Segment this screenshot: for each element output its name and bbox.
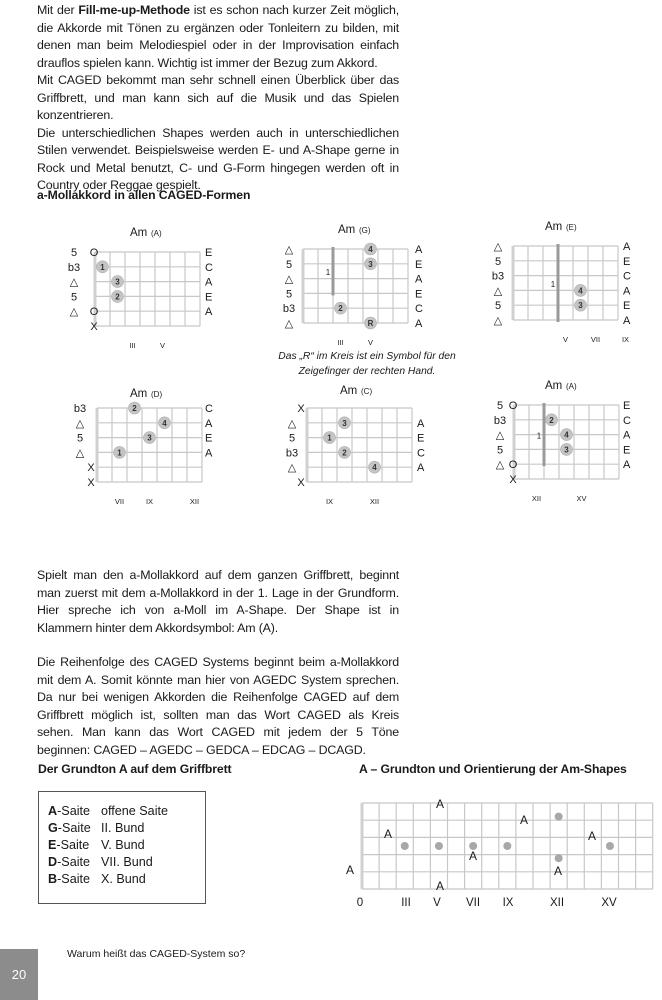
fret-number: XV (576, 494, 587, 503)
muted-string-x: X (509, 474, 517, 486)
finger-number: 3 (368, 259, 373, 269)
fret-number: III (129, 341, 136, 350)
fret-number: III (401, 897, 411, 909)
fret-marker-dot (606, 842, 614, 850)
interval-label: △ (493, 285, 503, 298)
chord-title: Am (340, 385, 358, 397)
root-note-a: A (519, 813, 529, 827)
root-note-a: A (468, 849, 478, 863)
interval-label: b3 (491, 270, 505, 283)
finger-number: 1 (100, 262, 105, 272)
interval-label: △ (495, 459, 505, 472)
barre-finger-label: 1 (550, 280, 556, 289)
interval-label: 5 (70, 291, 78, 304)
finger-number: 2 (549, 415, 554, 425)
interval-label: △ (69, 306, 79, 319)
grundton-row: A-Saite offene Saite (48, 804, 168, 818)
note-label: A (417, 462, 425, 475)
finger-number: 1 (117, 448, 122, 458)
finger-number: 2 (132, 404, 137, 413)
interval-label: △ (75, 447, 85, 460)
finger-number: 4 (578, 286, 583, 296)
interval-label: 5 (494, 300, 502, 313)
chord-title: Am (130, 388, 148, 400)
fret-number: V (367, 338, 374, 347)
muted-string-x: X (297, 403, 305, 415)
body-paragraph-2: Die Reihenfolge des CAGED Systems beginnt beim a-Mollakkord mit dem A. Somit könnte man hier von AGEDC System sprechen. Da nur bei wenigen Akkorden die Reihenfolge CAGED auf dem Griffbrett möglich ist, sollten man das Wort CAGED als Kreis sehen. Man kann das Wort CAGED mit jedem der 5 Töne beginnen: CAGED – AGEDC – GEDCA – EDCAG – DCAGD. (37, 655, 399, 757)
note-label: E (415, 288, 423, 301)
interval-label: △ (495, 429, 505, 442)
section-heading-caged-forms: a-Mollakkord in allen CAGED-Formen (37, 188, 251, 202)
finger-number: R (367, 319, 374, 328)
fret-number: XV (601, 897, 617, 909)
root-note-a: A (383, 827, 393, 841)
note-label: A (623, 241, 631, 253)
note-label: A (623, 285, 631, 298)
interval-label: b3 (285, 447, 299, 460)
interval-label: △ (284, 273, 294, 286)
interval-label: 5 (494, 255, 502, 268)
page-number: 20 (0, 949, 38, 1000)
chord-title: Am (545, 380, 563, 392)
note-label: A (205, 306, 213, 319)
finger-number: 3 (147, 433, 152, 443)
bold-term: Fill-me-up-Methode (78, 3, 190, 17)
note-label: E (623, 444, 631, 457)
grundton-table (38, 791, 206, 904)
open-string-icon: O (89, 247, 99, 259)
note-label: A (205, 276, 213, 289)
note-label: E (205, 291, 213, 304)
barre-finger-label: 1 (325, 268, 331, 278)
intro-paragraph-1: Mit der Fill-me-up-Methode ist es schon nach kurzer Zeit möglich, die Akkorde mit Tönen zu ergänzen oder Tonleitern zu bilden, mit denen man beim Melodiespiel oder in der Improvisation einfach drauflos spielen kann. Wichtig ist immer der Bezug zum Akkord. (37, 3, 399, 70)
chord-title: Am (545, 221, 563, 233)
root-note-a: A (435, 879, 445, 893)
grundton-row: D-Saite VII. Bund (48, 855, 153, 869)
root-note-a: A (587, 829, 597, 843)
heading-grundton: Der Grundton A auf dem Griffbrett (38, 762, 232, 776)
finger-number: 2 (342, 448, 347, 458)
fret-number: XII (369, 497, 380, 506)
note-label: C (205, 261, 213, 274)
finger-number: 2 (338, 304, 343, 314)
finger-number: 4 (368, 245, 373, 254)
interval-label: △ (287, 417, 297, 430)
interval-label: △ (287, 462, 297, 475)
chord-title: Am (130, 227, 148, 239)
fret-number: III (337, 338, 344, 347)
note-label: A (205, 417, 213, 430)
interval-label: 5 (496, 444, 504, 457)
interval-label: △ (284, 318, 294, 330)
finger-number: 1 (327, 433, 332, 443)
muted-string-x: X (90, 321, 98, 333)
chord-shape-label: (E) (566, 223, 577, 232)
interval-label: b3 (282, 303, 296, 316)
note-label: A (415, 244, 423, 256)
barre-finger-label: 1 (536, 431, 542, 441)
interval-label: 5 (285, 288, 293, 301)
fret-marker-dot (401, 842, 409, 850)
fret-number: XII (549, 897, 565, 909)
fret-number: IX (145, 497, 154, 506)
note-label: A (417, 417, 425, 430)
finger-number: 4 (162, 418, 167, 428)
note-label: C (417, 447, 425, 460)
muted-string-x: X (87, 462, 95, 475)
fret-number: VII (465, 897, 481, 909)
fret-marker-dot (503, 842, 511, 850)
fret-number: V (433, 897, 441, 909)
note-label: A (415, 318, 423, 330)
open-string-icon: O (508, 459, 518, 472)
note-label: E (623, 300, 631, 313)
finger-number: 4 (372, 463, 377, 473)
fret-number: 0 (356, 897, 364, 909)
grundton-row: E-Saite V. Bund (48, 838, 145, 852)
note-label: E (623, 255, 631, 268)
caption-r-symbol: Das „R“ im Kreis ist ein Symbol für den Zeigefinger der rechten Hand. (278, 351, 456, 377)
note-label: E (205, 432, 213, 445)
interval-label: △ (69, 276, 79, 289)
note-label: C (415, 303, 423, 316)
finger-number: 3 (564, 445, 569, 455)
interval-label: △ (284, 244, 294, 256)
interval-label: 5 (496, 400, 504, 412)
fret-marker-dot (555, 854, 563, 862)
fret-number: IX (621, 335, 630, 344)
fret-marker-dot (435, 842, 443, 850)
finger-number: 4 (564, 430, 569, 440)
finger-number: 3 (578, 301, 583, 311)
root-note-a: A (345, 863, 355, 877)
fret-number: XII (531, 494, 542, 503)
heading-fretboard: A – Grundton und Orientierung der Am-Shapes (359, 762, 627, 776)
note-label: A (205, 447, 213, 460)
fret-number: V (562, 335, 569, 344)
body-text (37, 567, 399, 759)
running-title: Warum heißt das CAGED-System so? (67, 948, 246, 960)
interval-label: △ (75, 417, 85, 430)
intro-paragraph-3: Die unterschiedlichen Shapes werden auch in unterschiedlichen Stilen verwendet. Beispielsweise werden E- und A-Shape gerne in Rock und Metal benutzt, C- und G-Form hingegen werden oft in Country oder Reggae gespielt. (37, 125, 399, 192)
chord-shape-label: (C) (361, 387, 373, 396)
fret-number: IX (325, 497, 334, 506)
grundton-row: B-Saite X. Bund (48, 872, 146, 886)
muted-string-x: X (87, 477, 95, 489)
muted-string-x: X (297, 477, 305, 489)
note-label: A (623, 459, 631, 472)
fret-number: XII (189, 497, 200, 506)
interval-label: 5 (76, 432, 84, 445)
note-label: C (623, 270, 631, 283)
interval-label: 5 (285, 258, 293, 271)
interval-label: b3 (73, 403, 87, 415)
interval-label: 5 (288, 432, 296, 445)
grundton-row: G-Saite II. Bund (48, 821, 145, 835)
intro-paragraph-2: Mit CAGED bekommt man sehr schnell einen Überblick über das Griffbrett, und man kann sich auf die Musik und das Spielen konzentrieren. (37, 73, 399, 122)
interval-label: △ (493, 315, 503, 327)
body-paragraph-1: Spielt man den a-Mollakkord auf dem ganzen Griffbrett, beginnt man zuerst mit dem a-Mollakkord in der 1. Lage in der Grundform. Hier spreche ich von a-Moll im A-Shape. Der Shape ist in Klammern hinter dem Akkordsymbol: Am (A). (37, 568, 399, 635)
interval-label: b3 (67, 261, 81, 274)
root-note-a: A (553, 864, 563, 878)
chord-shape-label: (G) (359, 226, 371, 235)
finger-number: 2 (115, 292, 120, 302)
open-string-icon: O (89, 306, 99, 319)
chord-shape-label: (D) (151, 390, 163, 399)
fret-number: VII (114, 497, 125, 506)
finger-number: 3 (342, 418, 347, 428)
chord-title: Am (338, 224, 356, 236)
root-note-a: A (435, 797, 445, 811)
note-label: A (623, 315, 631, 327)
note-label: C (623, 414, 631, 427)
note-label: E (415, 258, 423, 271)
open-string-icon: O (508, 400, 518, 412)
note-label: A (623, 429, 631, 442)
note-label: E (623, 400, 631, 412)
note-label: E (417, 432, 425, 445)
chord-shape-label: (A) (566, 382, 577, 391)
fret-number: VII (590, 335, 601, 344)
interval-label: 5 (70, 247, 78, 259)
note-label: A (415, 273, 423, 286)
interval-label: △ (493, 241, 503, 253)
chord-shape-label: (A) (151, 229, 162, 238)
fret-number: IX (502, 897, 514, 909)
fret-number: V (159, 341, 166, 350)
fret-marker-dot (555, 813, 563, 821)
note-label: E (205, 247, 213, 259)
note-label: C (205, 403, 213, 415)
interval-label: b3 (493, 414, 507, 427)
finger-number: 3 (115, 277, 120, 287)
